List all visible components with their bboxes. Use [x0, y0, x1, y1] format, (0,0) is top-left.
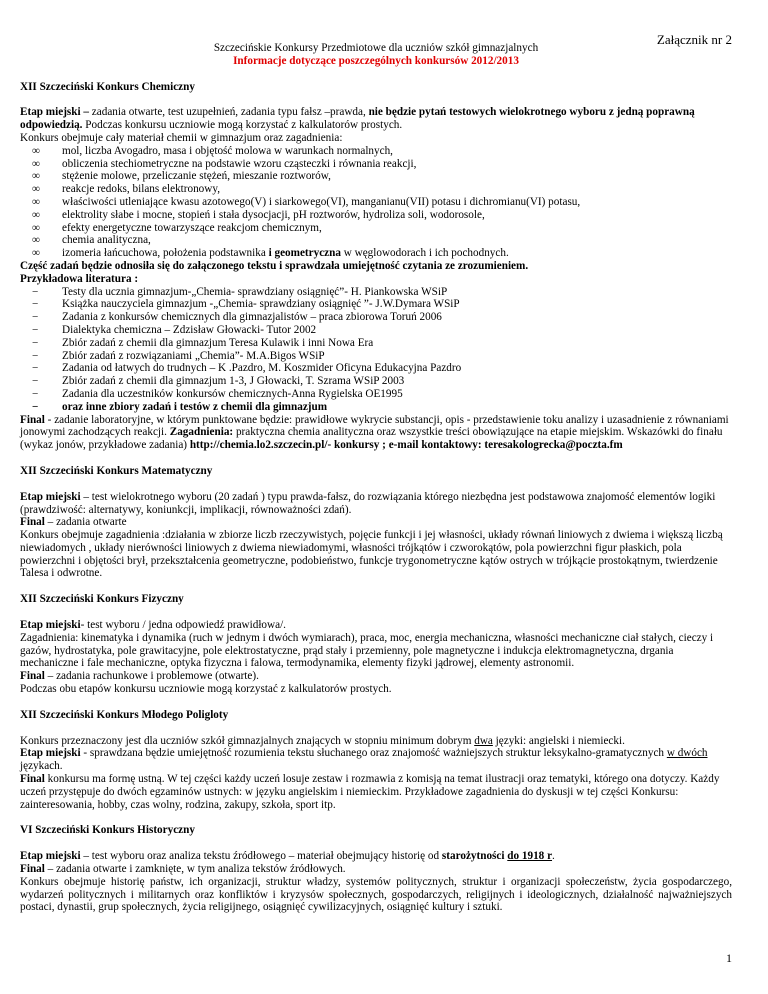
- list-item: − Zadania od łatwych do trudnych – K .Pazdro, M. Koszmider Oficyna Edukacyjna Pazdro: [32, 362, 462, 375]
- lang-final: Final konkursu ma formę ustną. W tej części każdy uczeń losuje zestaw i rozmawia z komisją na temat ilustracji oraz tematyki, którego ona dotyczy. Każdy uczeń przystępuje do dwóch egzaminów ustnych: w języku angielskim i niemieckim. Przykładowe zagadnienia do dyskusji w tej części Konkursu: zainteresowania, hobby, czas wolny, rodzina, zakupy, szkoła, sport itp.: [20, 773, 720, 811]
- document-page: [20, 30, 732, 914]
- list-item: ∞ chemia analityczna,: [32, 234, 151, 247]
- math-title: XII Szczeciński Konkurs Matematyczny: [20, 464, 213, 477]
- hist-final: Final – zadania otwarte i zamknięte, w tym analiza tekstów źródłowych.: [20, 863, 346, 876]
- chem-final: Final - zadanie laboratoryjne, w którym punktowane będzie: prawidłowe wykrycie substancji, opis - przedstawienie toku analizy i uzasadnienie z równaniami jonowymi zachodzących reakcji. Zagadnienia: praktyczna chemia analityczna oraz wszystkie treści obowiązujące na etapie miejskim. Wskazówki do finału (wykaz jonów, przykładowe zadania) http://chemia.lo2.szczecin.pl/- konkursy ; e-mail kontaktowy: teresakologrecka@poczta.fm: [20, 413, 729, 452]
- list-item: ∞ stężenie molowe, przeliczanie stężeń, mieszanie roztworów,: [32, 170, 331, 183]
- attachment-label: Załącznik nr 2: [656, 32, 732, 47]
- list-item: − Dialektyka chemiczna – Zdzisław Głowacki- Tutor 2002: [32, 323, 317, 336]
- chem-scope: Konkurs obejmuje cały materiał chemii w gimnazjum oraz zagadnienia:: [20, 131, 343, 144]
- math-etap: Etap miejski – test wielokrotnego wyboru (20 zadań ) typu prawda-fałsz, do rozwiązania którego niezbędna jest podstawowa znajomość elementów logiki (prawdziwość: alternatywy, koniunkcji, implikacji, równoważności zdań).: [20, 490, 716, 516]
- list-item: − Zadania dla uczestników konkursów chemicznych-Anna Rygielska OE1995: [32, 387, 403, 400]
- phys-final: Final – zadania rachunkowe i problemowe (otwarte).: [20, 670, 259, 683]
- list-item: ∞ obliczenia stechiometryczne na podstawie wzoru cząsteczki i równania reakcji,: [32, 157, 417, 170]
- list-item: − Zbiór zadań z rozwiązaniami „Chemia”- M.A.Bigos WSiP: [32, 349, 325, 362]
- list-item: ∞ reakcje redoks, bilans elektronowy,: [32, 183, 221, 196]
- list-item: − Zadania z konkursów chemicznych dla gimnazjalistów – praca zbiorowa Toruń 2006: [32, 311, 442, 324]
- lang-intro: Konkurs przeznaczony jest dla uczniów szkół gimnazjalnych znających w stopniu minimum dobrym dwa języki: angielski i niemiecki.: [20, 734, 625, 747]
- chem-literature-title: Przykładowa literatura :: [20, 272, 139, 285]
- phys-etap: Etap miejski- test wyboru / jedna odpowiedź prawidłowa/.: [20, 619, 286, 632]
- lang-etap: Etap miejski - sprawdzana będzie umiejętność rozumienia tekstu słuchanego oraz znajomość ważniejszych struktur leksykalno-gramatycznych w dwóch językach.: [20, 747, 708, 773]
- list-item: ∞ właściwości utleniające kwasu azotowego(V) i siarkowego(VI), manganianu(VII) potasu i dichromianu(VI) potasu,: [32, 195, 581, 208]
- chem-etap: Etap miejski – zadania otwarte, test uzupełnień, zadania typu fałsz –prawda, nie będzie pytań testowych wielokrotnego wyboru z jedną poprawną odpowiedzią. Podczas konkursu uczniowie mogą korzystać z kalkulatorów prostych.: [20, 106, 695, 132]
- chem-reading-note: Część zadań będzie odnosiła się do załączonego tekstu i sprawdzała umiejętność czytania ze zrozumieniem.: [20, 259, 529, 272]
- list-item: ∞ mol, liczba Avogadro, masa i objętość molowa w warunkach normalnych,: [32, 144, 393, 157]
- chem-title: XII Szczeciński Konkurs Chemiczny: [20, 80, 195, 93]
- hist-scope: Konkurs obejmuje historię państw, ich organizacji, struktur władzy, systemów politycznych, struktur i organizacji społeczeństw, życia gospodarczego, wydarzeń politycznych i militarnych oraz konfliktów i kryzysów społecznych, gospodarczych, religijnych i ideologicznych, działalność najważniejszych postaci, dynastii, grup społecznych, życia religijnego, osiągnięć cywilizacyjnych, osiągnięć kultury i sztuki.: [20, 875, 732, 914]
- list-item: ∞ efekty energetyczne towarzyszące reakcjom chemicznym,: [32, 221, 322, 234]
- phys-scope: Zagadnienia: kinematyka i dynamika (ruch w jednym i dwóch wymiarach), praca, moc, energia mechaniczna, własności mechaniczne ciał stałych, cieczy i gazów, hydrostatyka, pole grawitacyjne, pole elektrostatyczne, prąd stały i przemienny, pole magnetyczne i indukcja elektromagnetyczna, drgania mechaniczne i fale mechaniczne, optyka fizyczna i falowa, termodynamika, elementy fizyki jądrowej, elementy astronomii.: [20, 631, 714, 670]
- chem-topic-list: [20, 145, 732, 260]
- list-item: − Testy dla ucznia gimnazjum-„Chemia- sprawdziany osiągnięć”- H. Piankowska WSiP: [32, 285, 448, 298]
- list-item: − Zbiór zadań z chemii dla gimnazjum 1-3, J Głowacki, T. Szrama WSiP 2003: [32, 375, 405, 388]
- list-item: − Książka nauczyciela gimnazjum -„Chemia- sprawdziany osiągnięć ”- J.W.Dymara WSiP: [32, 298, 460, 311]
- lang-title: XII Szczeciński Konkurs Młodego Poligloty: [20, 708, 229, 721]
- list-item: − Zbiór zadań z chemii dla gimnazjum Teresa Kulawik i inni Nowa Era: [32, 336, 374, 349]
- chem-literature-list: [20, 286, 732, 414]
- phys-title: XII Szczeciński Konkurs Fizyczny: [20, 593, 184, 606]
- hist-etap: Etap miejski – test wyboru oraz analiza tekstu źródłowego – materiał obejmujący historię od starożytności do 1918 r.: [20, 850, 555, 863]
- phys-calc-note: Podczas obu etapów konkursu uczniowie mogą korzystać z kalkulatorów prostych.: [20, 683, 392, 696]
- page-number: 1: [726, 951, 732, 965]
- list-item: − oraz inne zbiory zadań i testów z chemii dla gimnazjum: [32, 400, 328, 413]
- list-item: ∞ elektrolity słabe i mocne, stopień i stała dysocjacji, pH roztworów, hydroliza soli, wodorosole,: [32, 208, 485, 221]
- math-final: Final – zadania otwarte: [20, 516, 127, 529]
- list-item: ∞ izomeria łańcuchowa, położenia podstawnika i geometryczna w węglowodorach i ich pochodnych.: [32, 247, 509, 260]
- hist-title: VI Szczeciński Konkurs Historyczny: [20, 824, 195, 837]
- math-scope: Konkurs obejmuje zagadnienia :działania w zbiorze liczb rzeczywistych, pojęcie funkcji i jej własności, układy równań liniowych z dwiema i większą liczbą niewiadomych , układy nierówności liniowych z dwiema niewiadomymi, własności trójkątów i czworokątów, pola powierzchni figur płaskich, pola powierzchni i objętości brył, przekształcenia geometryczne, podobieństwo, funkcje trygonometryczne kątów ostrych w trójkącie prostokątnym, twierdzenie Talesa i odwrotne.: [20, 529, 723, 580]
- doc-subtitle: Informacje dotyczące poszczególnych konkursów 2012/2013: [233, 54, 519, 67]
- doc-title: Szczecińskie Konkursy Przedmiotowe dla uczniów szkół gimnazjalnych: [213, 42, 539, 54]
